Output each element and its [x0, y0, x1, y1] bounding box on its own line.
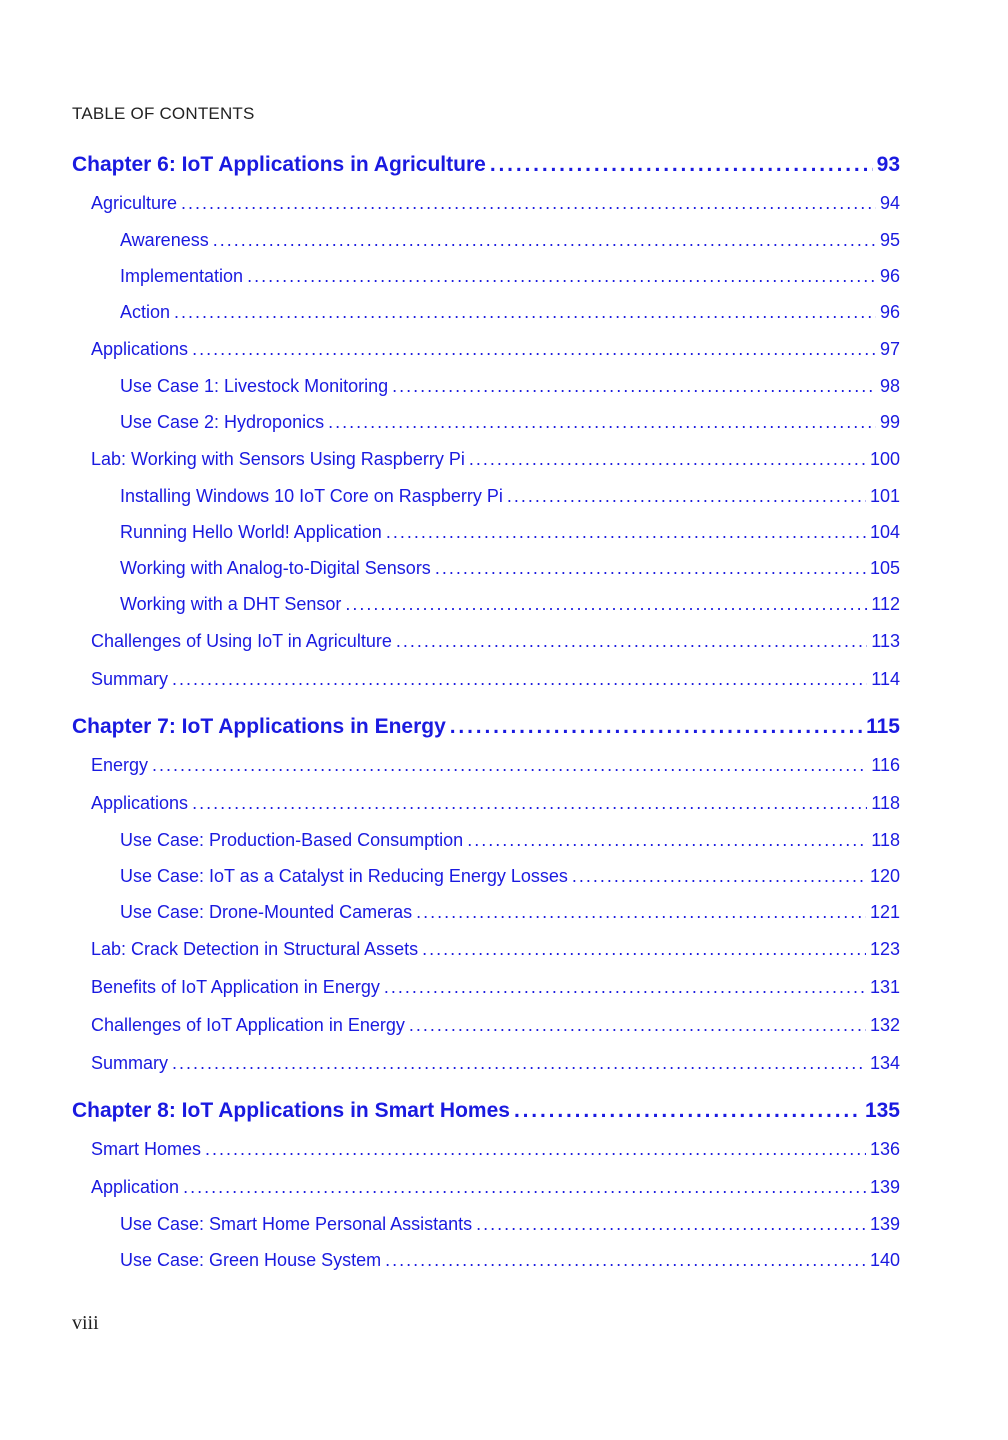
toc-section-link[interactable] — [72, 440, 900, 478]
toc-subsection-link[interactable] — [72, 294, 900, 330]
dot-leader — [514, 1092, 861, 1130]
dot-leader — [507, 478, 866, 514]
toc-entry-title: Implementation — [120, 266, 244, 286]
toc-section-link[interactable] — [72, 1044, 900, 1082]
toc-entry-title: Use Case: Smart Home Personal Assistants — [120, 1214, 473, 1234]
dot-leader — [247, 258, 876, 294]
toc-entry-title: Lab: Crack Detection in Structural Assets — [91, 939, 419, 959]
toc-entry-title: Applications — [91, 793, 189, 813]
toc-entry-page: 132 — [869, 1015, 900, 1035]
toc-section-link[interactable] — [72, 746, 900, 784]
toc-entry-title: Use Case: Production-Based Consumption — [120, 830, 464, 850]
dot-leader — [385, 1242, 866, 1278]
toc-entry-page: 99 — [879, 412, 900, 432]
toc-section-link[interactable] — [72, 1130, 900, 1168]
toc-subsection-link[interactable] — [72, 586, 900, 622]
dot-leader — [467, 822, 867, 858]
toc-section-link[interactable] — [72, 784, 900, 822]
toc-entry-page: 114 — [871, 669, 900, 689]
toc-entry-page: 116 — [871, 755, 900, 775]
toc-subsection-link[interactable] — [72, 222, 900, 258]
dot-leader — [435, 550, 866, 586]
toc-subsection-link[interactable] — [72, 404, 900, 440]
dot-leader — [572, 858, 866, 894]
toc-entry-title: Lab: Working with Sensors Using Raspberry Pi — [91, 449, 465, 469]
toc-entry-title: Chapter 8: IoT Applications in Smart Homes — [72, 1099, 510, 1122]
toc-subsection-link[interactable] — [72, 514, 900, 550]
toc-chapter-link[interactable] — [72, 708, 900, 746]
toc-subsection-link[interactable] — [72, 822, 900, 858]
toc-section-link[interactable] — [72, 330, 900, 368]
toc-entry-page: 93 — [876, 153, 900, 176]
dot-leader — [345, 586, 867, 622]
toc-section-link[interactable] — [72, 622, 900, 660]
dot-leader — [174, 294, 876, 330]
toc-entry-title: Applications — [91, 339, 189, 359]
toc-section-link[interactable] — [72, 968, 900, 1006]
dot-leader — [205, 1130, 866, 1168]
dot-leader — [396, 622, 867, 660]
dot-leader — [172, 660, 867, 698]
dot-leader — [450, 708, 862, 746]
toc-subsection-link[interactable] — [72, 258, 900, 294]
toc-entry-title: Installing Windows 10 IoT Core on Raspberry Pi — [120, 486, 503, 506]
toc-entry-page: 140 — [869, 1250, 900, 1270]
toc-entry-page: 104 — [869, 522, 900, 542]
toc-entry-title: Energy — [91, 755, 149, 775]
toc-entry-page: 139 — [869, 1177, 900, 1197]
toc-entry-page: 115 — [866, 715, 900, 738]
toc-subsection-link[interactable] — [72, 1242, 900, 1278]
dot-leader — [213, 222, 876, 258]
toc-section-link[interactable] — [72, 184, 900, 222]
dot-leader — [192, 330, 876, 368]
dot-leader — [152, 746, 867, 784]
toc-entry-page: 112 — [871, 594, 900, 614]
toc-subsection-link[interactable] — [72, 368, 900, 404]
toc-chapter-link[interactable] — [72, 146, 900, 184]
toc-entry-page: 131 — [869, 977, 900, 997]
toc-entry-title: Summary — [91, 669, 169, 689]
toc-entry-page: 120 — [869, 866, 900, 886]
dot-leader — [384, 968, 866, 1006]
toc-entry-page: 97 — [879, 339, 900, 359]
toc-entry-title: Use Case: IoT as a Catalyst in Reducing Energy Losses — [120, 866, 568, 886]
toc-entry-title: Use Case 1: Livestock Monitoring — [120, 376, 389, 396]
dot-leader — [183, 1168, 866, 1206]
toc-entry-title: Awareness — [120, 230, 209, 250]
toc-entry-page: 118 — [871, 830, 900, 850]
toc-entry-page: 113 — [871, 631, 900, 651]
dot-leader — [416, 894, 866, 930]
toc-entry-page: 101 — [869, 486, 900, 506]
toc-entry-page: 134 — [869, 1053, 900, 1073]
dot-leader — [476, 1206, 866, 1242]
toc-entry-title: Summary — [91, 1053, 169, 1073]
toc-section-link[interactable] — [72, 1006, 900, 1044]
toc-entry-page: 136 — [869, 1139, 900, 1159]
toc-chapter-link[interactable] — [72, 1092, 900, 1130]
toc-entry-title: Use Case: Green House System — [120, 1250, 382, 1270]
toc-section-link[interactable] — [72, 1168, 900, 1206]
dot-leader — [328, 404, 876, 440]
dot-leader — [409, 1006, 866, 1044]
page-number: viii — [72, 1312, 99, 1334]
toc-entry-title: Challenges of Using IoT in Agriculture — [91, 631, 392, 651]
toc-section-link[interactable] — [72, 930, 900, 968]
toc-entry-title: Use Case: Drone-Mounted Cameras — [120, 902, 413, 922]
toc-entry-page: 123 — [869, 939, 900, 959]
toc-entry-page: 135 — [864, 1099, 900, 1122]
toc-entry-title: Chapter 7: IoT Applications in Energy — [72, 715, 446, 738]
toc-subsection-link[interactable] — [72, 550, 900, 586]
dot-leader — [490, 146, 873, 184]
toc-entry-page: 118 — [871, 793, 900, 813]
dot-leader — [386, 514, 866, 550]
toc-entry-title: Use Case 2: Hydroponics — [120, 412, 325, 432]
toc-entry-title: Chapter 6: IoT Applications in Agriculture — [72, 153, 486, 176]
dot-leader — [422, 930, 866, 968]
toc-entry-page: 95 — [879, 230, 900, 250]
toc-entry-title: Smart Homes — [91, 1139, 202, 1159]
dot-leader — [469, 440, 866, 478]
dot-leader — [192, 784, 867, 822]
toc-entry-page: 96 — [879, 302, 900, 322]
toc-subsection-link[interactable] — [72, 894, 900, 930]
toc-entry-title: Running Hello World! Application — [120, 522, 382, 542]
toc-subsection-link[interactable] — [72, 478, 900, 514]
toc-entry-title: Action — [120, 302, 171, 322]
table-of-contents — [72, 146, 900, 1278]
toc-entry-page: 105 — [869, 558, 900, 578]
running-header: TABLE OF CONTENTS — [72, 104, 255, 123]
toc-entry-title: Application — [91, 1177, 180, 1197]
toc-entry-page: 100 — [869, 449, 900, 469]
toc-subsection-link[interactable] — [72, 1206, 900, 1242]
toc-entry-title: Agriculture — [91, 193, 178, 213]
toc-section-link[interactable] — [72, 660, 900, 698]
dot-leader — [172, 1044, 866, 1082]
toc-entry-page: 98 — [879, 376, 900, 396]
toc-entry-page: 121 — [869, 902, 900, 922]
dot-leader — [392, 368, 876, 404]
toc-entry-page: 96 — [879, 266, 900, 286]
dot-leader — [181, 184, 876, 222]
toc-subsection-link[interactable] — [72, 858, 900, 894]
toc-entry-page: 139 — [869, 1214, 900, 1234]
toc-entry-page: 94 — [879, 193, 900, 213]
toc-entry-title: Working with Analog-to-Digital Sensors — [120, 558, 431, 578]
toc-entry-title: Benefits of IoT Application in Energy — [91, 977, 380, 997]
toc-entry-title: Working with a DHT Sensor — [120, 594, 342, 614]
toc-entry-title: Challenges of IoT Application in Energy — [91, 1015, 405, 1035]
